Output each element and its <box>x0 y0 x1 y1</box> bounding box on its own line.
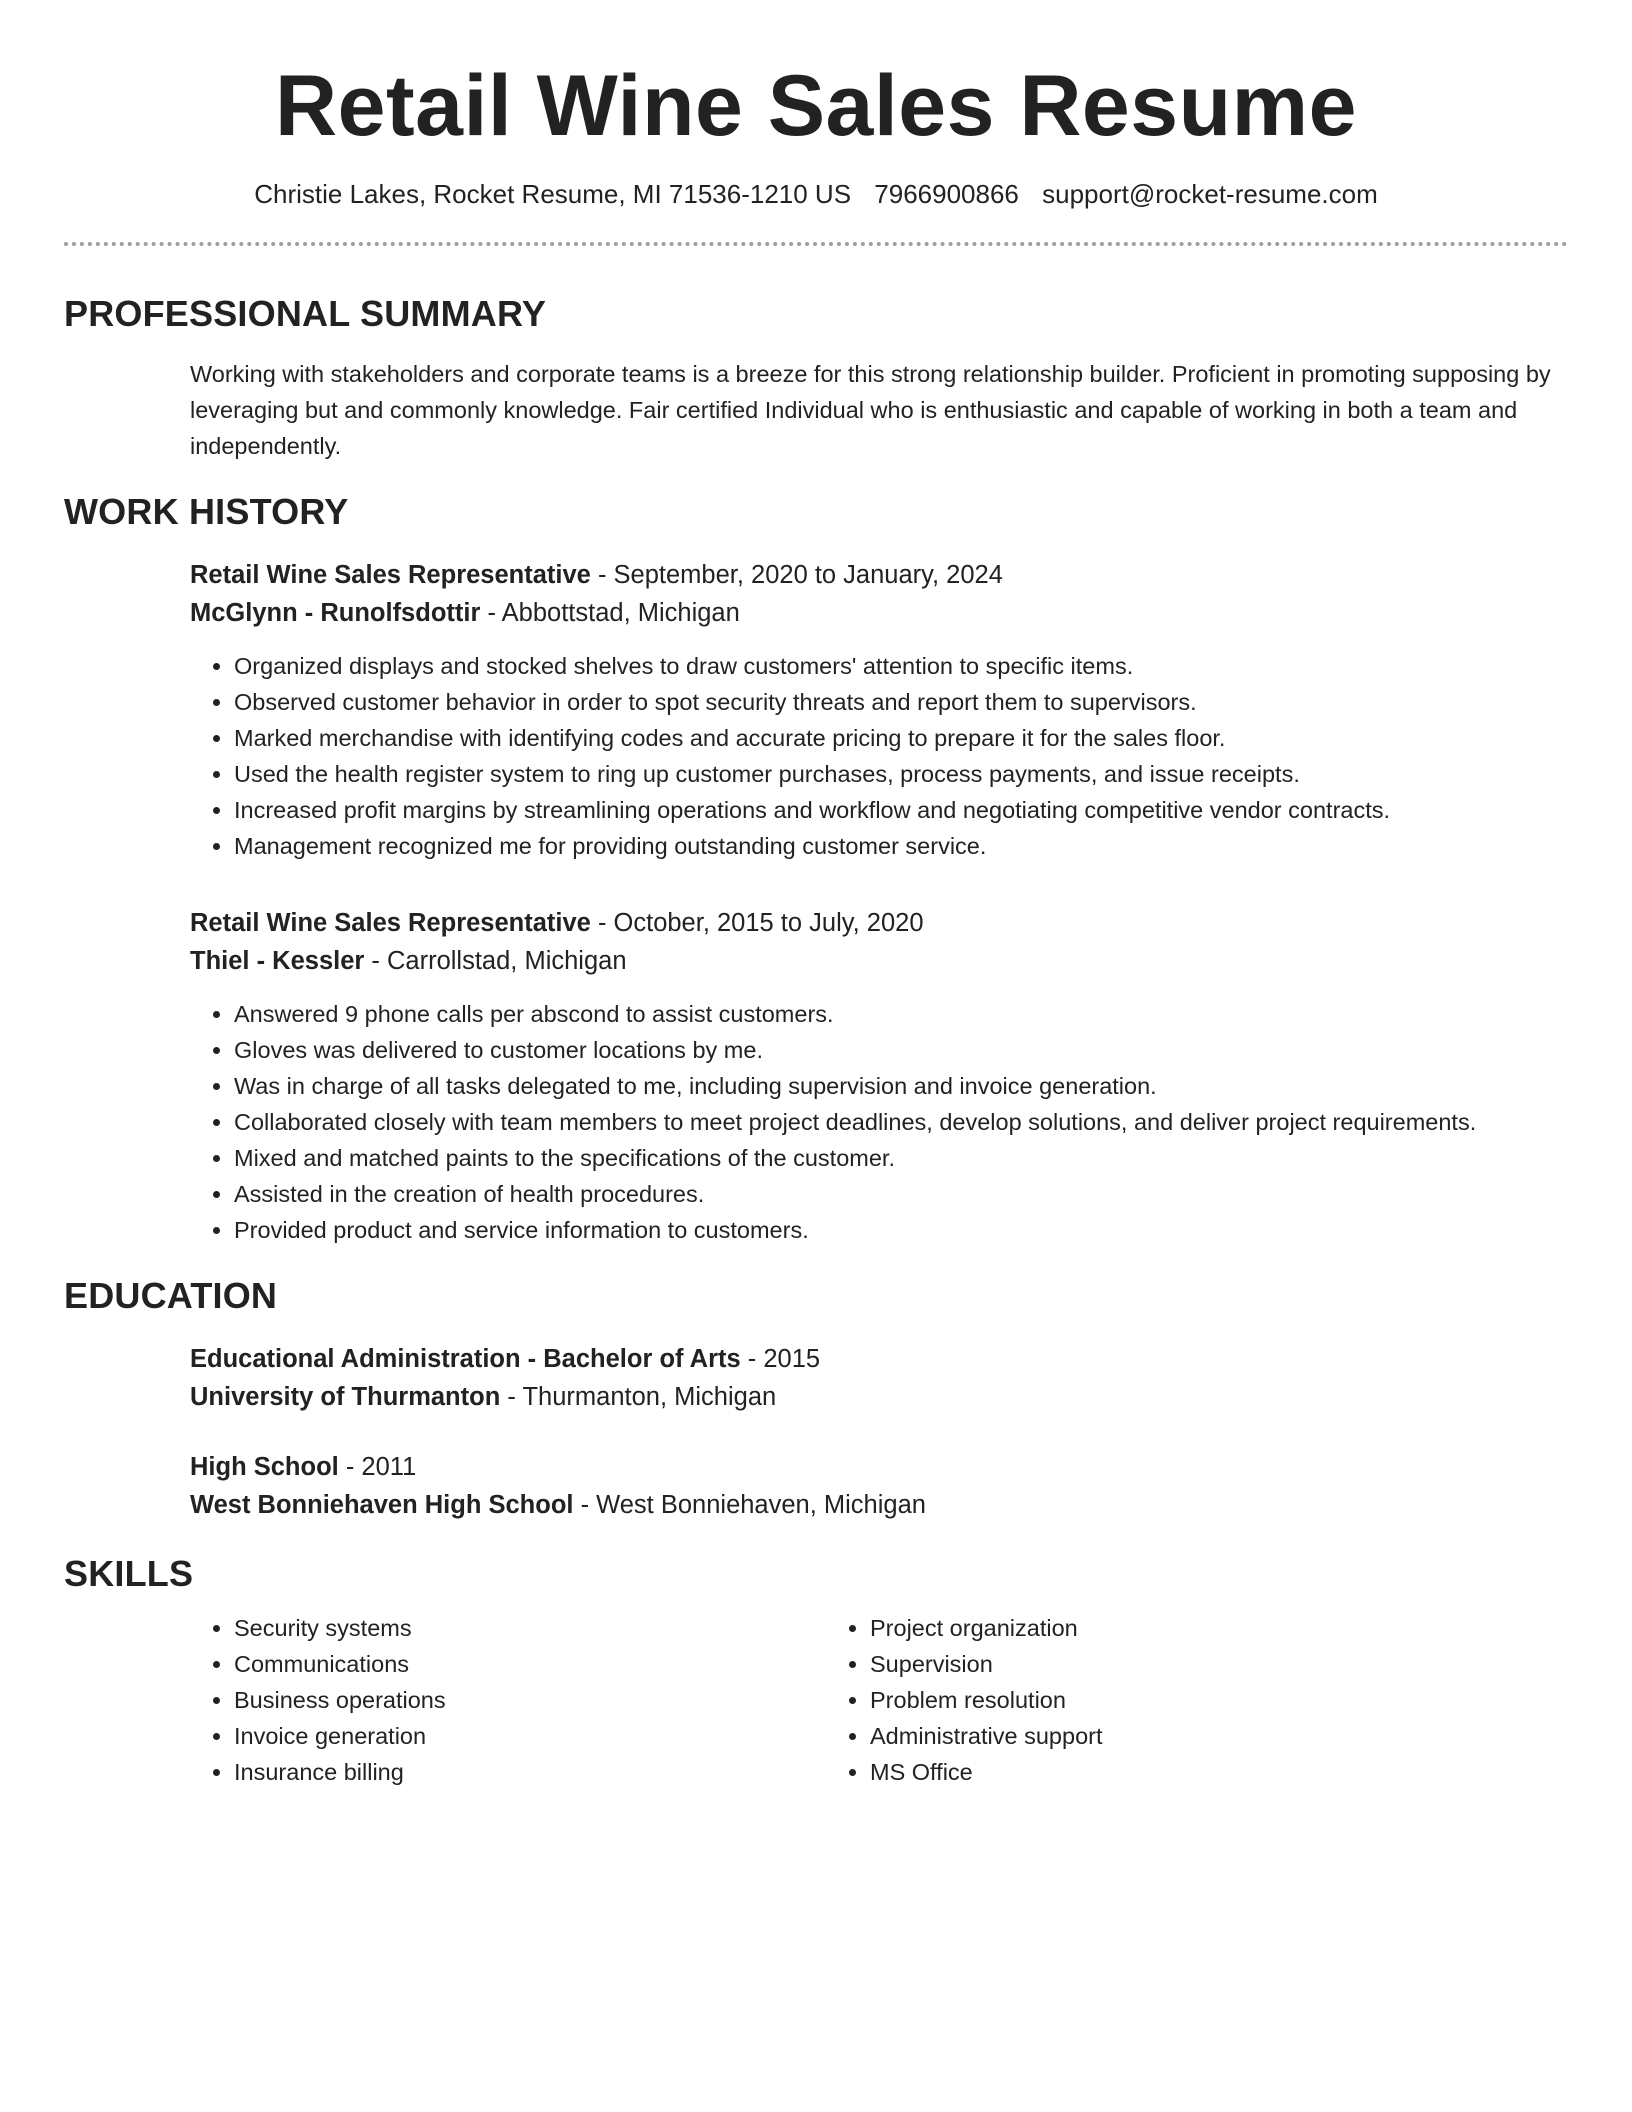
contact-address: Christie Lakes, Rocket Resume, MI 71536-1210 US <box>254 179 852 209</box>
skills-grid <box>190 1610 1568 1790</box>
page-title: Retail Wine Sales Resume <box>275 58 1357 154</box>
list-item: • Supervision <box>870 1646 1462 1682</box>
job-title: Retail Wine Sales Representative <box>190 909 591 937</box>
list-item: • Invoice generation <box>234 1718 826 1754</box>
job-company: Thiel - Kessler <box>190 947 365 975</box>
contact-line <box>64 178 1568 210</box>
header-divider <box>64 242 1568 246</box>
degree: High School <box>190 1453 339 1481</box>
list-item: • Provided product and service information to customers. <box>234 1212 1568 1248</box>
work-history-heading: WORK HISTORY <box>64 491 349 532</box>
job-title-line <box>190 904 1568 942</box>
job-company: McGlynn - Runolfsdottir <box>190 599 481 627</box>
job-entry <box>190 556 1568 864</box>
education-entry <box>190 1448 1568 1524</box>
job-location: - Carrollstad, Michigan <box>364 947 627 975</box>
job-bullets <box>190 648 1568 864</box>
list-item: • Increased profit margins by streamlining operations and workflow and negotiating competitive vendor contracts. <box>234 792 1568 828</box>
list-item: • Administrative support <box>870 1718 1462 1754</box>
job-title: Retail Wine Sales Representative <box>190 561 591 589</box>
job-dates: - October, 2015 to July, 2020 <box>590 909 924 937</box>
summary-heading: PROFESSIONAL SUMMARY <box>64 293 547 334</box>
school-line <box>190 1486 1568 1524</box>
degree-line <box>190 1448 1568 1486</box>
job-entry <box>190 904 1568 1248</box>
degree-year: - 2015 <box>740 1345 821 1373</box>
list-item: • Communications <box>234 1646 826 1682</box>
list-item: • Security systems <box>234 1610 826 1646</box>
education-heading: EDUCATION <box>64 1275 278 1316</box>
contact-phone: 7966900866 <box>874 179 1019 209</box>
list-item: • Problem resolution <box>870 1682 1462 1718</box>
list-item: • Assisted in the creation of health procedures. <box>234 1176 1568 1212</box>
list-item: • Was in charge of all tasks delegated to me, including supervision and invoice generation. <box>234 1068 1568 1104</box>
job-title-line <box>190 556 1568 594</box>
job-bullets <box>190 996 1568 1248</box>
list-item: • Mixed and matched paints to the specifications of the customer. <box>234 1140 1568 1176</box>
list-item: • Organized displays and stocked shelves to draw customers' attention to specific items. <box>234 648 1568 684</box>
skills-list-right <box>826 1610 1462 1790</box>
job-company-line <box>190 942 1568 980</box>
list-item: • Used the health register system to ring up customer purchases, process payments, and issue receipts. <box>234 756 1568 792</box>
school: West Bonniehaven High School <box>190 1491 574 1519</box>
skills-section <box>64 1610 1568 1790</box>
list-item: • Project organization <box>870 1610 1462 1646</box>
list-item: • Management recognized me for providing outstanding customer service. <box>234 828 1568 864</box>
contact-email: support@rocket-resume.com <box>1042 179 1378 209</box>
list-item: • Marked merchandise with identifying codes and accurate pricing to prepare it for the sales floor. <box>234 720 1568 756</box>
list-item: • Business operations <box>234 1682 826 1718</box>
education-entry <box>190 1340 1568 1416</box>
job-location: - Abbottstad, Michigan <box>480 599 740 627</box>
skills-list-left <box>190 1610 826 1790</box>
degree-line <box>190 1340 1568 1378</box>
school-location: - West Bonniehaven, Michigan <box>573 1491 926 1519</box>
summary-section <box>64 356 1568 464</box>
school-location: - Thurmanton, Michigan <box>500 1383 777 1411</box>
list-item: • Gloves was delivered to customer locations by me. <box>234 1032 1568 1068</box>
skills-heading: SKILLS <box>64 1553 194 1594</box>
list-item: • MS Office <box>870 1754 1462 1790</box>
work-history-section <box>64 556 1568 1248</box>
list-item: • Observed customer behavior in order to spot security threats and report them to supervisors. <box>234 684 1568 720</box>
school: University of Thurmanton <box>190 1383 501 1411</box>
degree: Educational Administration - Bachelor of Arts <box>190 1345 741 1373</box>
list-item: • Insurance billing <box>234 1754 826 1790</box>
job-company-line <box>190 594 1568 632</box>
list-item: • Collaborated closely with team members to meet project deadlines, develop solutions, and deliver project requirements. <box>234 1104 1568 1140</box>
education-section <box>64 1340 1568 1524</box>
summary-text: Working with stakeholders and corporate teams is a breeze for this strong relationship builder. Proficient in promoting supposing by leveraging but and commonly knowledge. Fair certified Individual who is enthusiastic and capable of working in both a team and independently. <box>190 361 1551 459</box>
job-dates: - September, 2020 to January, 2024 <box>590 561 1003 589</box>
school-line <box>190 1378 1568 1416</box>
degree-year: - 2011 <box>338 1453 417 1481</box>
list-item: • Answered 9 phone calls per abscond to assist customers. <box>234 996 1568 1032</box>
